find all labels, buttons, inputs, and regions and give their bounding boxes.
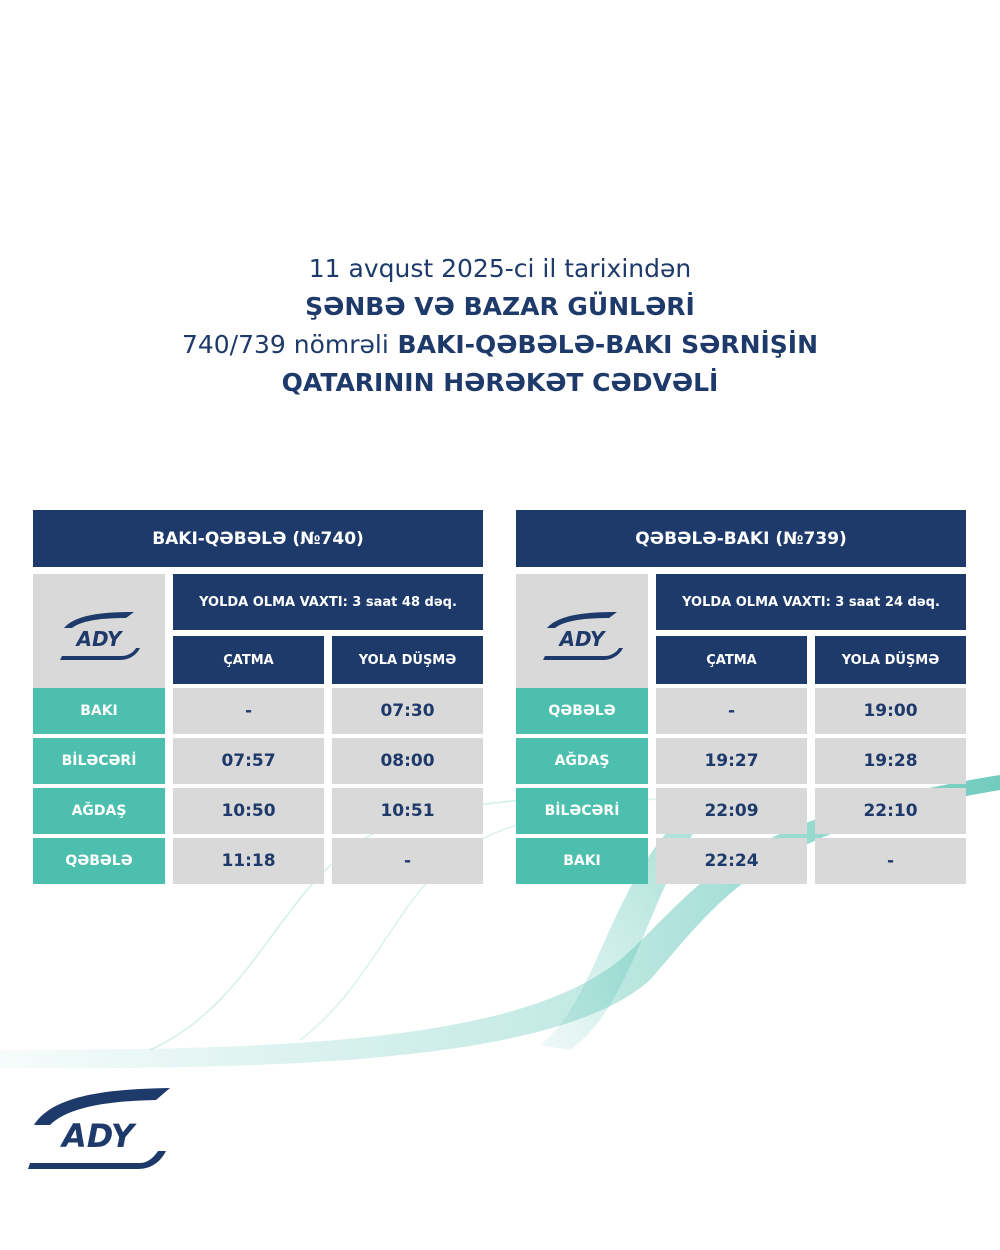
departure-time: 19:28 [815, 738, 966, 784]
column-header-arrival: ÇATMA [656, 636, 807, 684]
travel-time-label: YOLDA OLMA VAXTI: 3 saat 48 dəq. [173, 574, 483, 630]
title-line3: QATARININ HƏRƏKƏT CƏDVƏLİ [281, 368, 719, 397]
departure-time: - [815, 838, 966, 884]
ady-logo [516, 574, 648, 693]
title-line2-bold: BAKI-QƏBƏLƏ-BAKI SƏRNİŞİN [397, 330, 819, 359]
column-header-arrival: ÇATMA [173, 636, 324, 684]
departure-time: 22:10 [815, 788, 966, 834]
station-cell: AĞDAŞ [516, 738, 648, 784]
ady-logo-text: ADY [559, 626, 605, 651]
column-header-departure: YOLA DÜŞMƏ [815, 636, 966, 684]
ady-brand-logo-text: ADY [61, 1117, 135, 1155]
station-cell: QƏBƏLƏ [516, 688, 648, 734]
arrival-time: 19:27 [656, 738, 807, 784]
station-cell: BİLƏCƏRİ [516, 788, 648, 834]
title-line2-prefix: 740/739 nömrəli [181, 330, 389, 359]
ady-logo [33, 574, 165, 693]
departure-time: 08:00 [332, 738, 483, 784]
page-title [20, 250, 980, 402]
column-header-departure: YOLA DÜŞMƏ [332, 636, 483, 684]
arrival-time: 07:57 [173, 738, 324, 784]
schedule-table-740 [33, 510, 485, 887]
station-cell: BAKI [33, 688, 165, 734]
arrival-time: - [173, 688, 324, 734]
arrival-time: - [656, 688, 807, 734]
title-line1-prefix: 11 avqust 2025-ci il tarixindən [308, 254, 692, 283]
departure-time: 19:00 [815, 688, 966, 734]
station-cell: BAKI [516, 838, 648, 884]
departure-time: 10:51 [332, 788, 483, 834]
ady-logo-icon [539, 606, 625, 662]
arrival-time: 10:50 [173, 788, 324, 834]
departure-time: 07:30 [332, 688, 483, 734]
station-cell: BİLƏCƏRİ [33, 738, 165, 784]
arrival-time: 11:18 [173, 838, 324, 884]
ady-brand-logo [28, 1085, 173, 1170]
travel-time-label: YOLDA OLMA VAXTI: 3 saat 24 dəq. [656, 574, 966, 630]
table-header: BAKI-QƏBƏLƏ (№740) [33, 510, 483, 567]
schedule-table-739 [516, 510, 968, 887]
table-header: QƏBƏLƏ-BAKI (№739) [516, 510, 966, 567]
arrival-time: 22:09 [656, 788, 807, 834]
station-cell: QƏBƏLƏ [33, 838, 165, 884]
departure-time: - [332, 838, 483, 884]
arrival-time: 22:24 [656, 838, 807, 884]
title-line1-bold: ŞƏNBƏ VƏ BAZAR GÜNLƏRİ [305, 292, 695, 321]
ady-logo-text: ADY [76, 626, 122, 651]
ady-logo-icon [56, 606, 142, 662]
station-cell: AĞDAŞ [33, 788, 165, 834]
